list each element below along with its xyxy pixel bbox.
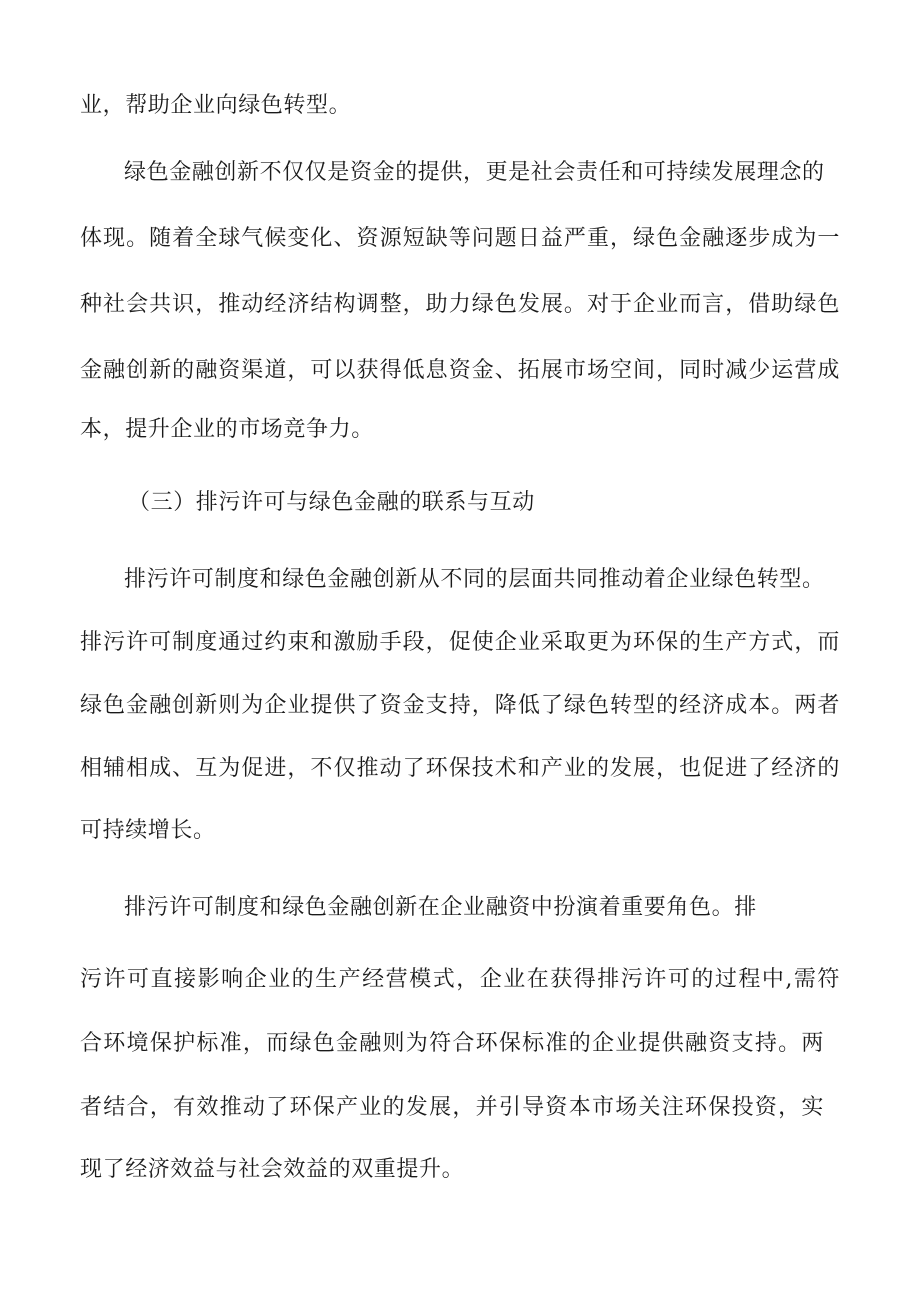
section-heading: （三）排污许可与绿色金融的联系与互动 <box>128 490 535 515</box>
paragraph-3-line-1: 排污许可制度和绿色金融创新在企业融资中扮演着重要角色。排 <box>124 895 757 920</box>
paragraph-3-line-5: 现了经济效益与社会效益的双重提升。 <box>80 1157 465 1182</box>
continuation-line: 业，帮助企业向绿色转型。 <box>80 93 352 118</box>
paragraph-2-line-4: 相辅相成、互为促进，不仅推动了环保技术和产业的发展，也促进了经济的 <box>80 756 840 781</box>
paragraph-1-line-2: 体现。随着全球气候变化、资源短缺等问题日益严重，绿色金融逐步成为一 <box>80 226 840 251</box>
paragraph-3-line-4: 者结合，有效推动了环保产业的发展，并引导资本市场关注环保投资，实 <box>80 1095 824 1120</box>
paragraph-1-line-3: 种社会共识，推动经济结构调整，助力绿色发展。对于企业而言，借助绿色 <box>80 292 840 317</box>
paragraph-2-line-1: 排污许可制度和绿色金融创新从不同的层面共同推动着企业绿色转型。 <box>124 567 825 592</box>
paragraph-2-line-2: 排污许可制度通过约束和激励手段，促使企业采取更为环保的生产方式，而 <box>80 630 840 655</box>
paragraph-1-line-4: 金融创新的融资渠道，可以获得低息资金、拓展市场空间，同时减少运营成 <box>80 358 840 383</box>
paragraph-2-line-5: 可持续增长。 <box>80 818 216 843</box>
paragraph-3-line-2: 污许可直接影响企业的生产经营模式，企业在获得排污许可的过程中,需符 <box>80 967 840 992</box>
paragraph-1-line-5: 本，提升企业的市场竞争力。 <box>80 417 374 442</box>
paragraph-3-line-3: 合环境保护标准，而绿色金融则为符合环保标准的企业提供融资支持。两 <box>80 1031 824 1056</box>
paragraph-1-line-1: 绿色金融创新不仅仅是资金的提供，更是社会责任和可持续发展理念的 <box>124 160 825 185</box>
paragraph-2-line-3: 绿色金融创新则为企业提供了资金支持，降低了绿色转型的经济成本。两者 <box>80 693 840 718</box>
